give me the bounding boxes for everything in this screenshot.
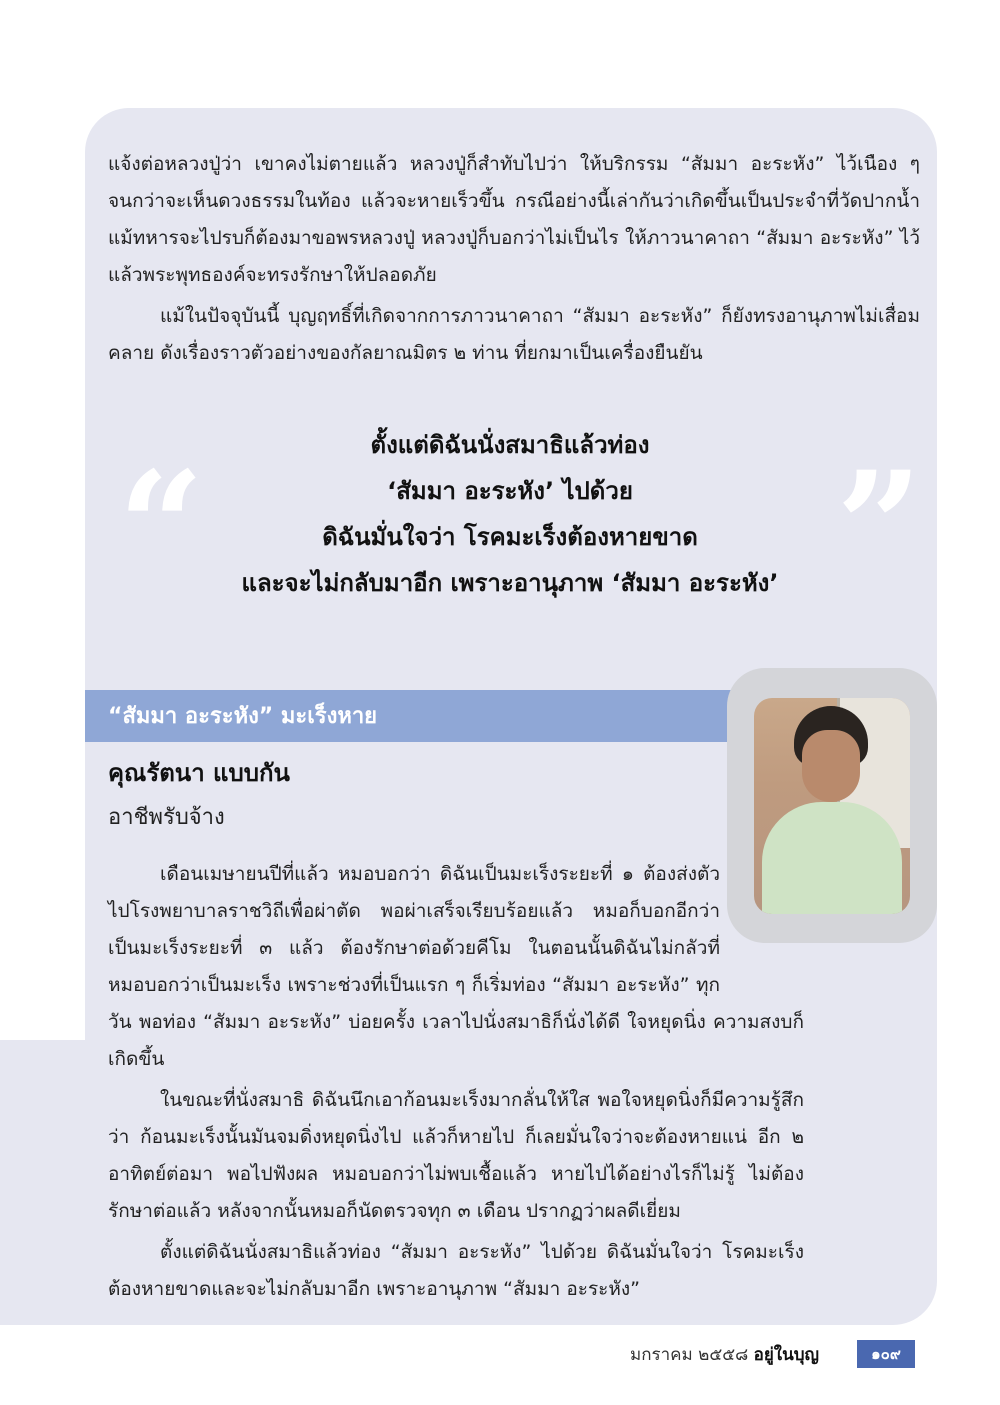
pull-quote-line: ‘สัมมา อะระหัง’ ไปด้วย	[387, 477, 633, 505]
story-paragraph-1: เดือนเมษายนปีที่แล้ว หมอบอกว่า ดิฉันเป็นมะเร็งระยะที่ ๑ ต้องส่งตัวไปโรงพยาบาลราชวิถีเพื่อผ่าตัด พอผ่าเสร็จเรียบร้อยแล้ว หมอก็บอกอีกว่า เป็นมะเร็งระยะที่ ๓ แล้ว ต้องรักษาต่อด้วยคีโม ในตอนนั้นดิฉันไม่กลัวที่หมอบอกว่าเป็นมะเร็ง เพราะช่วงที่เป็นแรก ๆ ก็เริ่มท่อง “สัมมา อะระหัง” ทุกวัน พอท่อง “สัมมา อะระหัง” บ่อยครั้ง เวลาไปนั่งสมาธิก็นั่งได้ดี ใจหยุดนิ่ง ความสงบก็เกิดขึ้น	[108, 863, 804, 1070]
pull-quote-line: ตั้งแต่ดิฉันนั่งสมาธิแล้วท่อง	[370, 431, 650, 459]
person-name: คุณรัตนา แบบกัน	[108, 759, 290, 787]
page-number-badge: ๑๐๙	[857, 1340, 915, 1368]
pull-quote	[200, 422, 820, 606]
intro-paragraph-1: แจ้งต่อหลวงปู่ว่า เขาคงไม่ตายแล้ว หลวงปู่ก็สำทับไปว่า ให้บริกรรม “สัมมา อะระหัง” ไว้เนือง ๆ จนกว่าจะเห็นดวงธรรมในท้อง แล้วจะหายเร็วขึ้น กรณีอย่างนี้เล่ากันว่าเกิดขึ้นเป็นประจำที่วัดปากน้ำ แม้ทหารจะไปรบก็ต้องมาขอพรหลวงปู่ หลวงปู่ก็บอกว่าไม่เป็นไร ให้ภาวนาคาถา “สัมมา อะระหัง” ไว้ แล้วพระพุทธองค์จะทรงรักษาให้ปลอดภัย	[108, 153, 921, 286]
photo-face	[802, 730, 860, 802]
person-occupation: อาชีพรับจ้าง	[108, 805, 225, 830]
footer-magazine-name: อยู่ในบุญ	[753, 1345, 819, 1365]
story-paragraph-1a	[108, 856, 804, 1078]
close-quote-mark: ”	[836, 439, 923, 615]
panel-extension	[0, 1040, 120, 1325]
intro-paragraph-2: แม้ในปัจจุบันนี้ บุญฤทธิ์ที่เกิดจากการภาวนาคาถา “สัมมา อะระหัง” ก็ยังทรงอานุภาพไม่เสื่อมคลาย ดังเรื่องราวตัวอย่างของกัลยาณมิตร ๒ ท่าน ที่ยกมาเป็นเครื่องยืนยัน	[108, 305, 920, 364]
photo-wrap-float	[720, 856, 804, 1004]
footer-date: มกราคม ๒๕๕๘	[630, 1345, 749, 1365]
story-banner-title: “สัมมา อะระหัง” มะเร็งหาย	[108, 704, 378, 729]
pull-quote-line: และจะไม่กลับมาอีก เพราะอานุภาพ ‘สัมมา อะระหัง’	[241, 569, 779, 597]
pull-quote-line: ดิฉันมั่นใจว่า โรคมะเร็งต้องหายขาด	[322, 523, 698, 551]
story-paragraph-3: ตั้งแต่ดิฉันนั่งสมาธิแล้วท่อง “สัมมา อะระหัง” ไปด้วย ดิฉันมั่นใจว่า โรคมะเร็งต้องหายขาดและจะไม่กลับมาอีก เพราะอานุภาพ “สัมมา อะระหัง”	[108, 1241, 804, 1300]
open-quote-mark: “	[118, 439, 205, 615]
story-paragraph-2: ในขณะที่นั่งสมาธิ ดิฉันนึกเอาก้อนมะเร็งมากลั่นให้ใส พอใจหยุดนิ่งก็มีความรู้สึกว่า ก้อนมะเร็งนั้นมันจมดิ่งหยุดนิ่งไป แล้วก็หายไป ก็เลยมั่นใจว่าจะต้องหายแน่ อีก ๒ อาทิตย์ต่อมา พอไปฟังผล หมอบอกว่าไม่พบเชื้อแล้ว หายไปได้อย่างไรก็ไม่รู้ ไม่ต้องรักษาต่อแล้ว หลังจากนั้นหมอก็นัดตรวจทุก ๓ เดือน ปรากฏว่าผลดีเยี่ยม	[108, 1089, 804, 1222]
footer-issue	[630, 1342, 819, 1368]
